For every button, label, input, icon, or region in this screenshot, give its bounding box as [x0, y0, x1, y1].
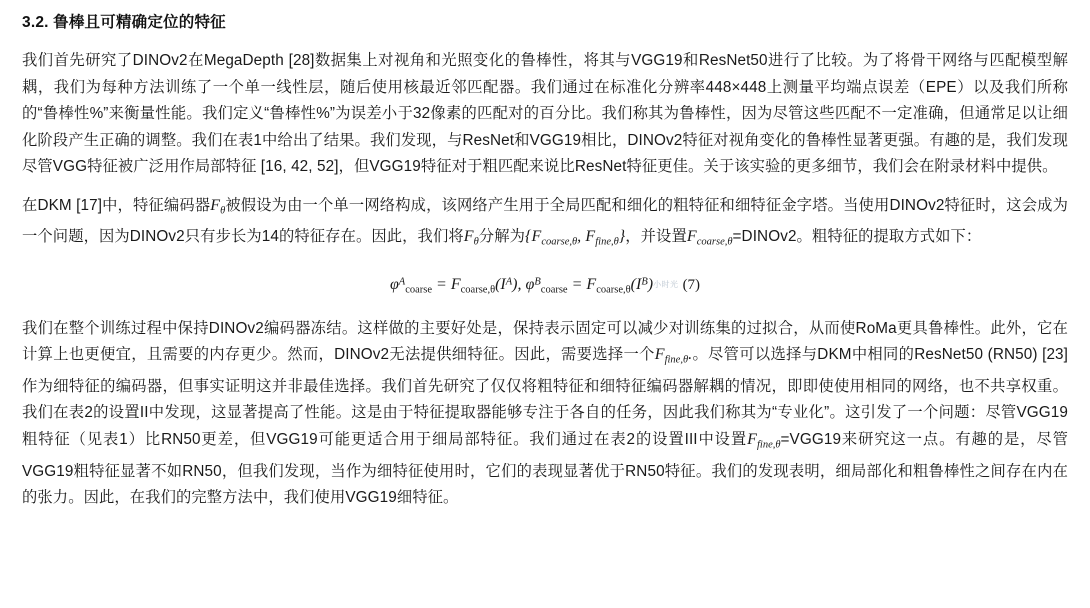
equation-7 [22, 274, 1068, 295]
paragraph-3-text-part-1: 我们在整个训练过程中保持DINOv2编码器冻结。这样做的主要好处是，保持表示固定可以减少对训练集的过拟合，从而使RoMa更具鲁棒性。此外，它在计算上也更便宜，且需要的内存更少。然而，DINOv2无法提供细特征。因此，需要选择一个 [22, 319, 1068, 364]
paragraph-3-text-part-2: 。尽管可以选择与DKM中相同的ResNet50 (RN50) [23]作为细特征的编码器，但事实证明这并非最佳选择。我们首先研究了仅仅将粗特征和细特征编码器解耦的情况，即即使使用相同的网络，也不共享权重。我们在表2的设置II中发现，这显著提高了性能。这是由于特征提取器能够专注于各自的任务，因此我们称其为“专业化”。这引发了一个问题：尽管VGG19粗特征（见表1）比RN50更差，但VGG19可能更适合用于细局部特征。我们通过在表2的设置III中设置 [22, 346, 1069, 448]
inline-math-f-theta-1: $F_\theta$ [210, 196, 226, 216]
section-heading: 3.2. 鲁棒且可精确定位的特征 [22, 14, 226, 31]
inline-math-feature-set: {$F_{coarse,\theta}$, $F_{fine,\theta}$} [525, 228, 626, 248]
inline-math-f-fine-theta-1: $F_{fine,\theta}$. [654, 346, 693, 366]
paragraph-2-text-part-4: ，并设置 [625, 228, 687, 246]
inline-math-f-fine-theta-2: $F_{fine,\theta}$ [747, 430, 781, 451]
equation-watermark: 小时光 [653, 280, 679, 290]
inline-math-f-coarse-theta: $F_{coarse,\theta}$ [686, 228, 733, 248]
paragraph-1: 我们首先研究了DINOv2在MegaDepth [28]数据集上对视角和光照变化的鲁棒性，将其与VGG19和ResNet50进行了比较。为了将骨干网络与匹配模型解耦，我们为每种方法训练了一个单一线性层，随后使用核最近邻匹配器。我们通过在标准化分辨率448×448上测量平均端点误差（EPE）以及我们所称的“鲁棒性%”来衡量性能。我们定义“鲁棒性%”为误差小于32像素的匹配对的百分比。我们称其为鲁棒性，因为尽管这些匹配不一定准确，但通常足以让细化阶段产生正确的调整。我们在表1中给出了结果。我们发现，与ResNet和VGG19相比，DINOv2特征对视角变化的鲁棒性显著更强。有趣的是，我们发现尽管VGG特征被广泛用作局部特征 [16, 42, 52]，但VGG19特征对于粗匹配来说比ResNet特征更佳。关于该实验的更多细节，我们会在附录材料中提供。 [22, 52, 1068, 175]
paragraph-2 [22, 193, 1068, 257]
inline-math-f-theta-2: $F_\theta$ [463, 228, 479, 248]
paragraph-2-text-part-5: =DINOv2。粗特征的提取方式如下： [732, 228, 982, 246]
equation-7-content: $\varphi^A_{coarse} = F_{coarse,\theta}(I^A)$, $\varphi^B_{coarse} = F_{coarse,\theta}(I^B)$小时光 (7) [389, 276, 701, 296]
paragraph-2-text-part-1: 在DKM [17]中，特征编码器 [22, 196, 211, 214]
paragraph-2-text-part-3: 分解为 [478, 228, 525, 246]
paragraph-2-text-part-2: 被假设为由一个单一网络构成，该网络产生用于全局匹配和细化的粗特征和细特征金字塔。当使用DINOv2特征时，这会成为一个问题，因为DINOv2只有步长为14的特征存在。因此，我们将 [22, 196, 1068, 246]
equation-number: (7) [682, 277, 701, 294]
paragraph-3 [22, 316, 1068, 512]
paragraph-3-text-part-3: =VGG19来研究这一点。有趣的是，尽管VGG19粗特征显著不如RN50，但我们发现，当作为细特征使用时，它们的表现显著优于RN50特征。我们的发现表明，细局部化和粗鲁棒性之间存在内在的张力。因此，在我们的完整方法中，我们使用VGG19细特征。 [22, 430, 1068, 507]
